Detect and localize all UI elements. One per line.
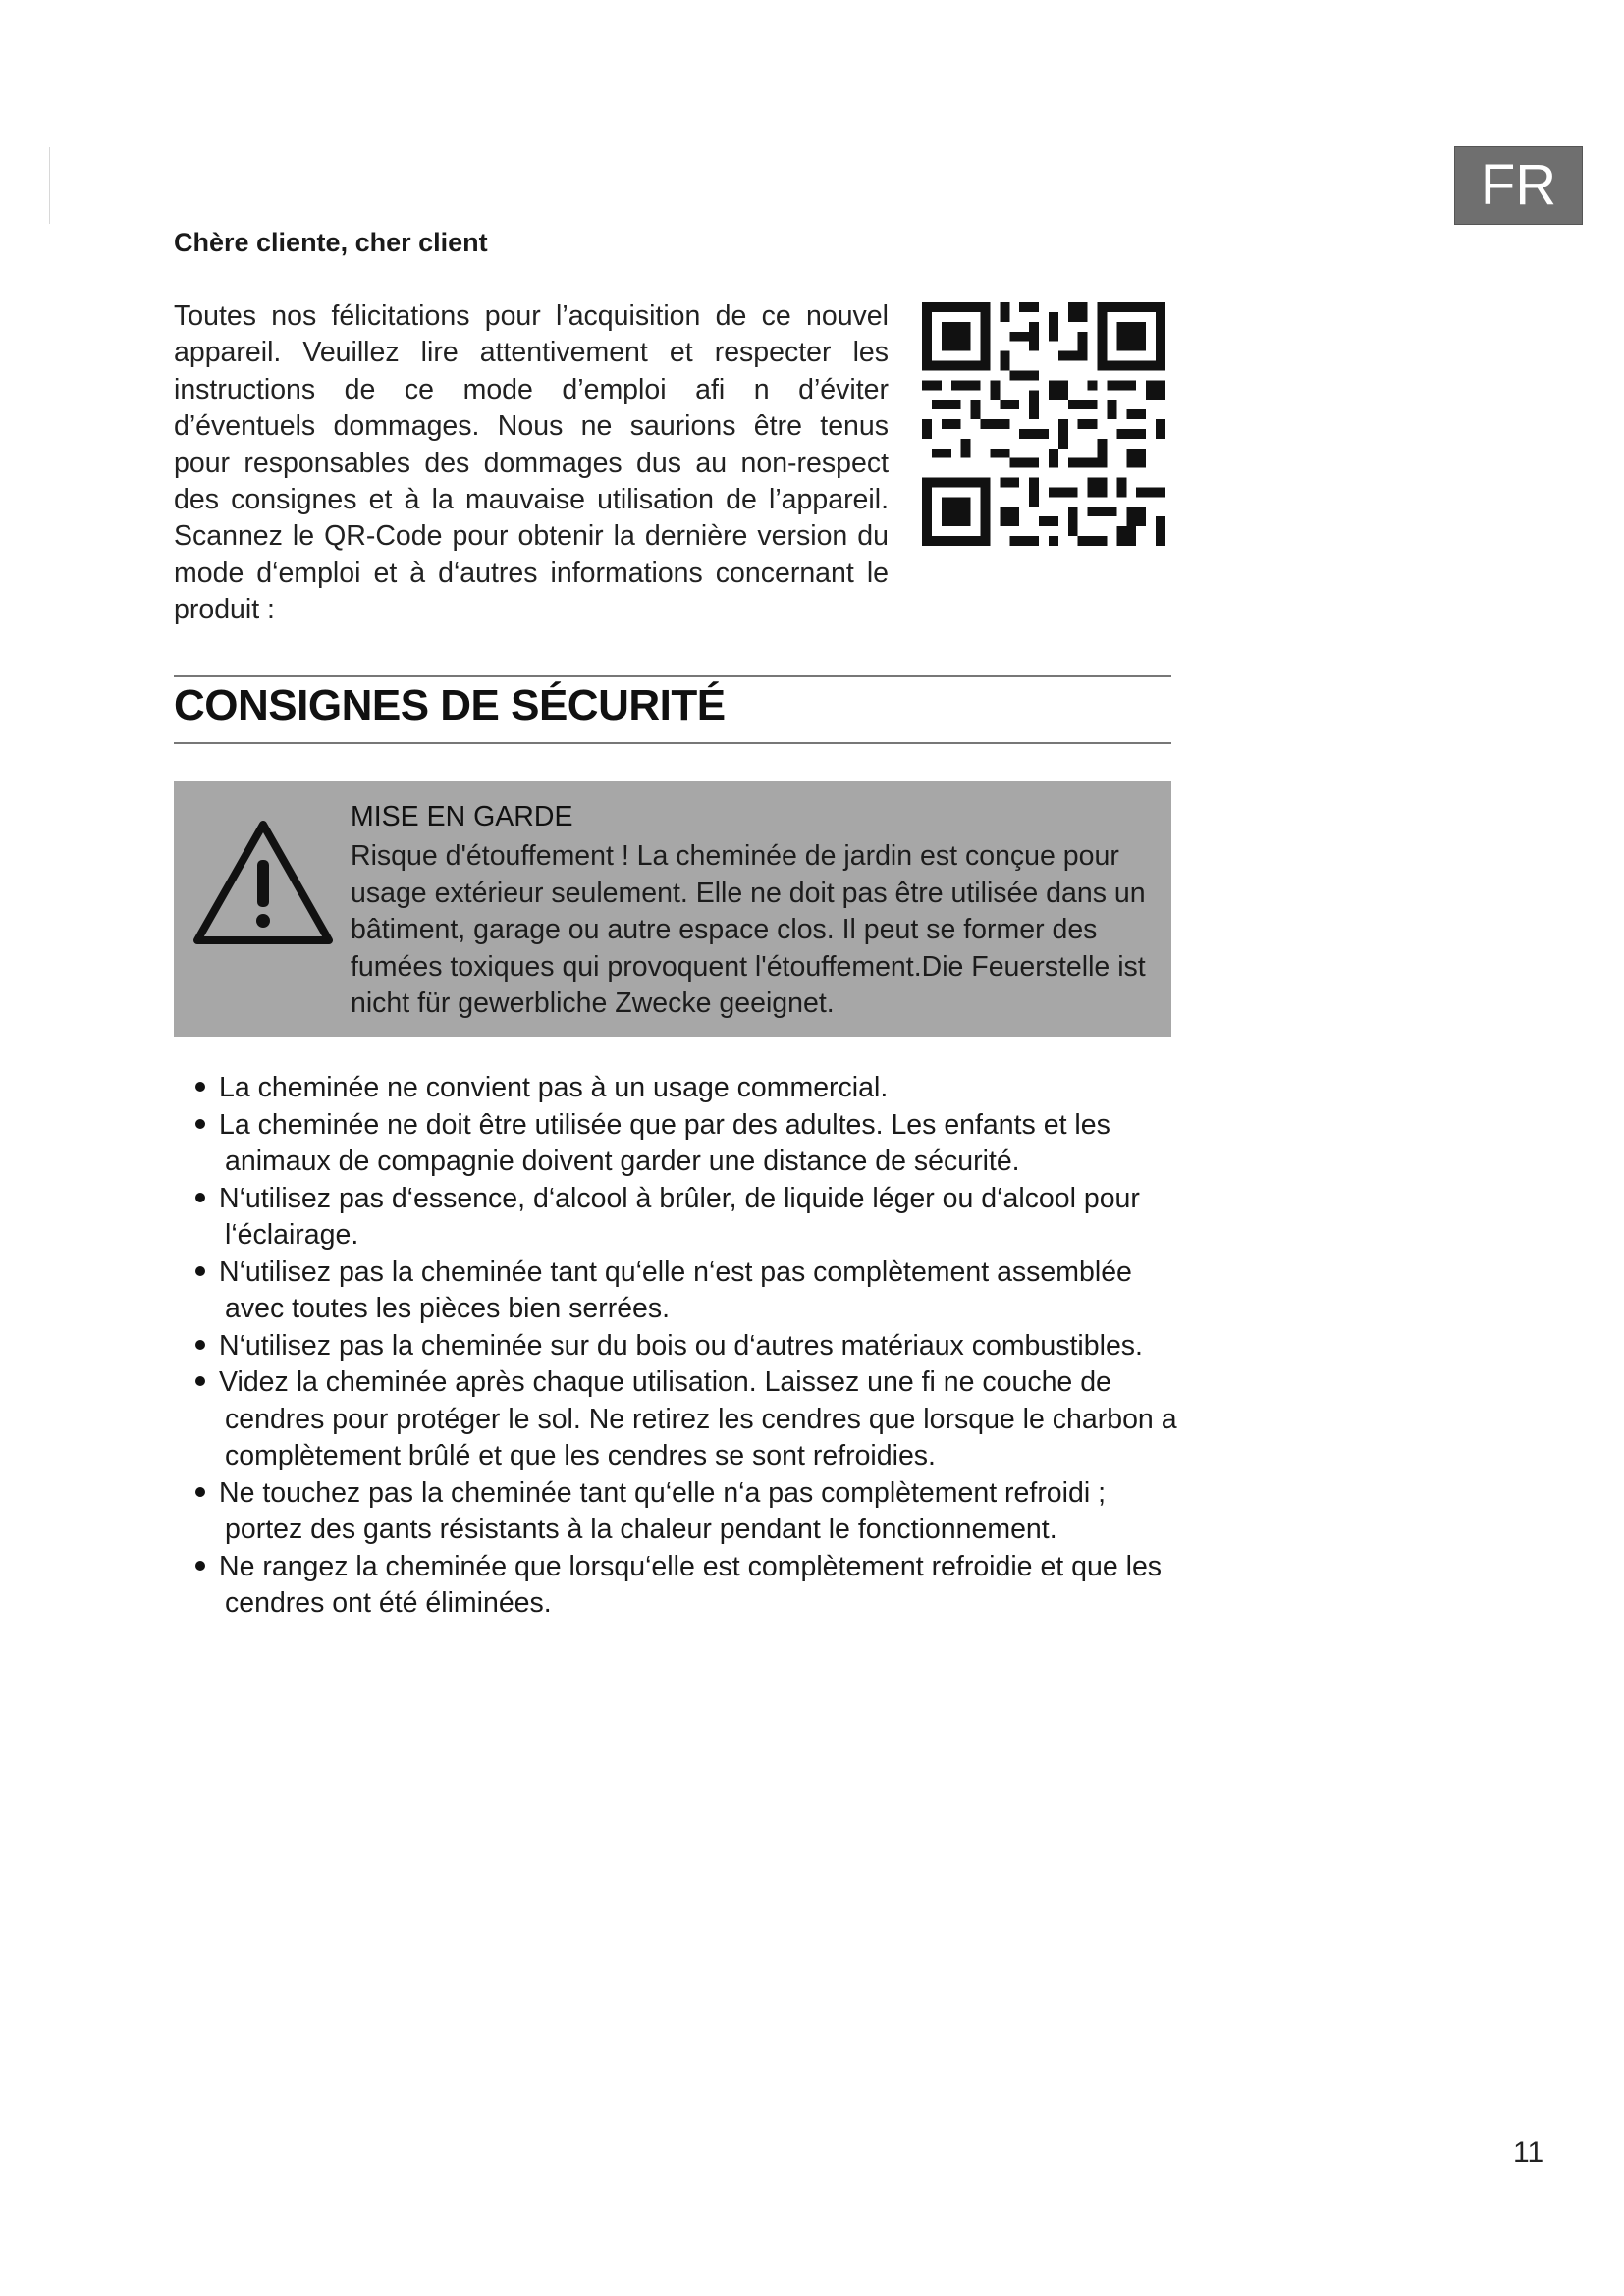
warning-text: Risque d'étouffement ! La cheminée de jardin est conçue pour usage extérieur seulement. Elle ne doit pas être utilisée dans un bâtiment, garage ou autre espace clos. Il peut se former des fumées toxiques qui provoquent l'étouffement.Die Feuerstelle ist nicht für gewerbliche Zwecke geeignet. xyxy=(351,840,1146,1020)
bullet-icon xyxy=(195,1193,205,1202)
list-item: Ne touchez pas la cheminée tant qu‘elle n‘a pas complètement refroidi ; portez des gants résistants à la chaleur pendant le fonctionnement. xyxy=(174,1475,1185,1549)
warning-title: MISE EN GARDE xyxy=(351,801,573,832)
list-item: N‘utilisez pas la cheminée sur du bois ou d‘autres matériaux combustibles. xyxy=(174,1328,1185,1365)
list-item: Ne rangez la cheminée que lorsqu‘elle est complètement refroidie et que les cendres ont été éliminées. xyxy=(174,1549,1185,1623)
warning-triangle-icon xyxy=(191,819,335,946)
bullet-icon xyxy=(195,1376,205,1386)
intro-paragraph: Toutes nos félicitations pour l’acquisition de ce nouvel appareil. Veuillez lire attentivement et respecter les instructions de ce mode d’emploi afi n d’éviter d’éventuels dommages. Nous ne saurions être tenus pour responsables des dommages dus au non-respect des consignes et à la mauvaise utilisation de l’appareil. Scannez le QR-Code pour obtenir la dernière version du mode d‘emploi et à d‘autres informations concernant le produit : xyxy=(174,300,889,626)
list-item: La cheminée ne doit être utilisée que par des adultes. Les enfants et les animaux de compagnie doivent garder une distance de sécurité. xyxy=(174,1107,1185,1181)
page-number: 11 xyxy=(1513,2136,1544,2168)
warning-box xyxy=(174,781,1171,1037)
bullet-icon xyxy=(195,1340,205,1350)
bullet-icon xyxy=(195,1119,205,1129)
bullet-icon xyxy=(195,1082,205,1092)
salutation: Chère cliente, cher client xyxy=(174,228,488,257)
bullet-icon xyxy=(195,1266,205,1276)
list-item: N‘utilisez pas d‘essence, d‘alcool à brûler, de liquide léger ou d‘alcool pour l‘éclairage. xyxy=(174,1181,1185,1255)
list-item: N‘utilisez pas la cheminée tant qu‘elle n‘est pas complètement assemblée avec toutes les pièces bien serrées. xyxy=(174,1255,1185,1328)
bullet-icon xyxy=(195,1487,205,1497)
list-item: La cheminée ne convient pas à un usage commercial. xyxy=(174,1070,1185,1107)
list-item: Videz la cheminée après chaque utilisation. Laissez une fi ne couche de cendres pour protéger le sol. Ne retirez les cendres que lorsque le charbon a complètement brûlé et que les cendres se sont refroidies. xyxy=(174,1364,1185,1475)
qr-code xyxy=(922,302,1165,546)
section-rule-bottom xyxy=(174,742,1171,744)
section-rule-top xyxy=(174,675,1171,677)
bullet-icon xyxy=(195,1561,205,1571)
margin-rule xyxy=(49,147,50,224)
safety-list xyxy=(174,1070,1185,1623)
language-tab: FR xyxy=(1455,147,1582,224)
section-title: CONSIGNES DE SÉCURITÉ xyxy=(174,681,726,729)
